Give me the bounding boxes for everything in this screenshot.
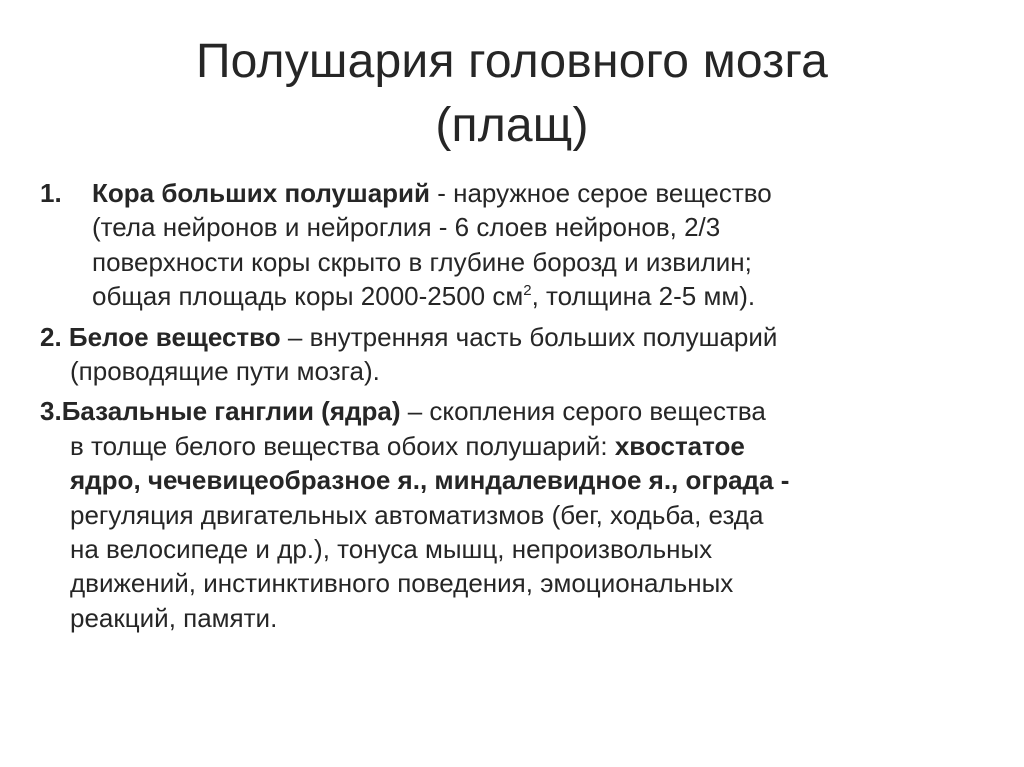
list-item-cortex — [40, 176, 990, 314]
item-text: общая площадь коры 2000-2500 см — [92, 281, 524, 312]
bold-text: хвостатое — [614, 430, 745, 461]
superscript: 2 — [523, 282, 532, 300]
term-basal-ganglia: Базальные ганглии (ядра) — [61, 396, 401, 427]
list-item-line — [40, 279, 990, 313]
list-item-line: реакций, памяти. — [70, 602, 278, 633]
item-text: , толщина 2-5 мм). — [531, 281, 756, 312]
item-text: – внутренняя часть больших полушарий — [280, 321, 778, 352]
title-line-1: Полушария головного мозга — [195, 35, 829, 88]
item-text: в толще белого вещества обоих полушарий: — [70, 430, 615, 461]
title-line-2: (плащ) — [435, 99, 589, 152]
list-item-line — [40, 320, 990, 354]
list-item-line: регуляция двигательных автоматизмов (бег, ходьба, езда — [70, 499, 764, 530]
slide-title — [0, 30, 1024, 158]
list-number: 3. — [40, 396, 62, 427]
item-text: – скопления серого вещества — [400, 396, 766, 427]
list-item-line: на велосипеде и др.), тонуса мышц, непроизвольных — [70, 534, 713, 565]
list-item-line — [40, 429, 990, 463]
list-item-line — [40, 394, 990, 428]
list-number: 2. — [40, 321, 62, 352]
term-cortex: Кора больших полушарий — [92, 178, 430, 208]
list-item-line — [40, 176, 990, 210]
term-white-matter: Белое вещество — [61, 321, 281, 352]
list-item-line: движений, инстинктивного поведения, эмоциональных — [70, 568, 734, 599]
list-number: 1. — [40, 178, 62, 208]
list-item-line: ядро, чечевицеобразное я., миндалевидное я., ограда - — [70, 465, 790, 496]
list-item-basal-ganglia — [40, 394, 990, 635]
list-item-line: поверхности коры скрыто в глубине борозд и извилин; — [92, 246, 752, 277]
list-item-line: (тела нейронов и нейроглия - 6 слоев нейронов, 2/3 — [92, 212, 721, 243]
slide-body — [40, 176, 990, 635]
list-item-line: (проводящие пути мозга). — [70, 356, 380, 387]
item-text: - наружное серое вещество — [430, 178, 772, 208]
list-item-white-matter — [40, 320, 990, 389]
